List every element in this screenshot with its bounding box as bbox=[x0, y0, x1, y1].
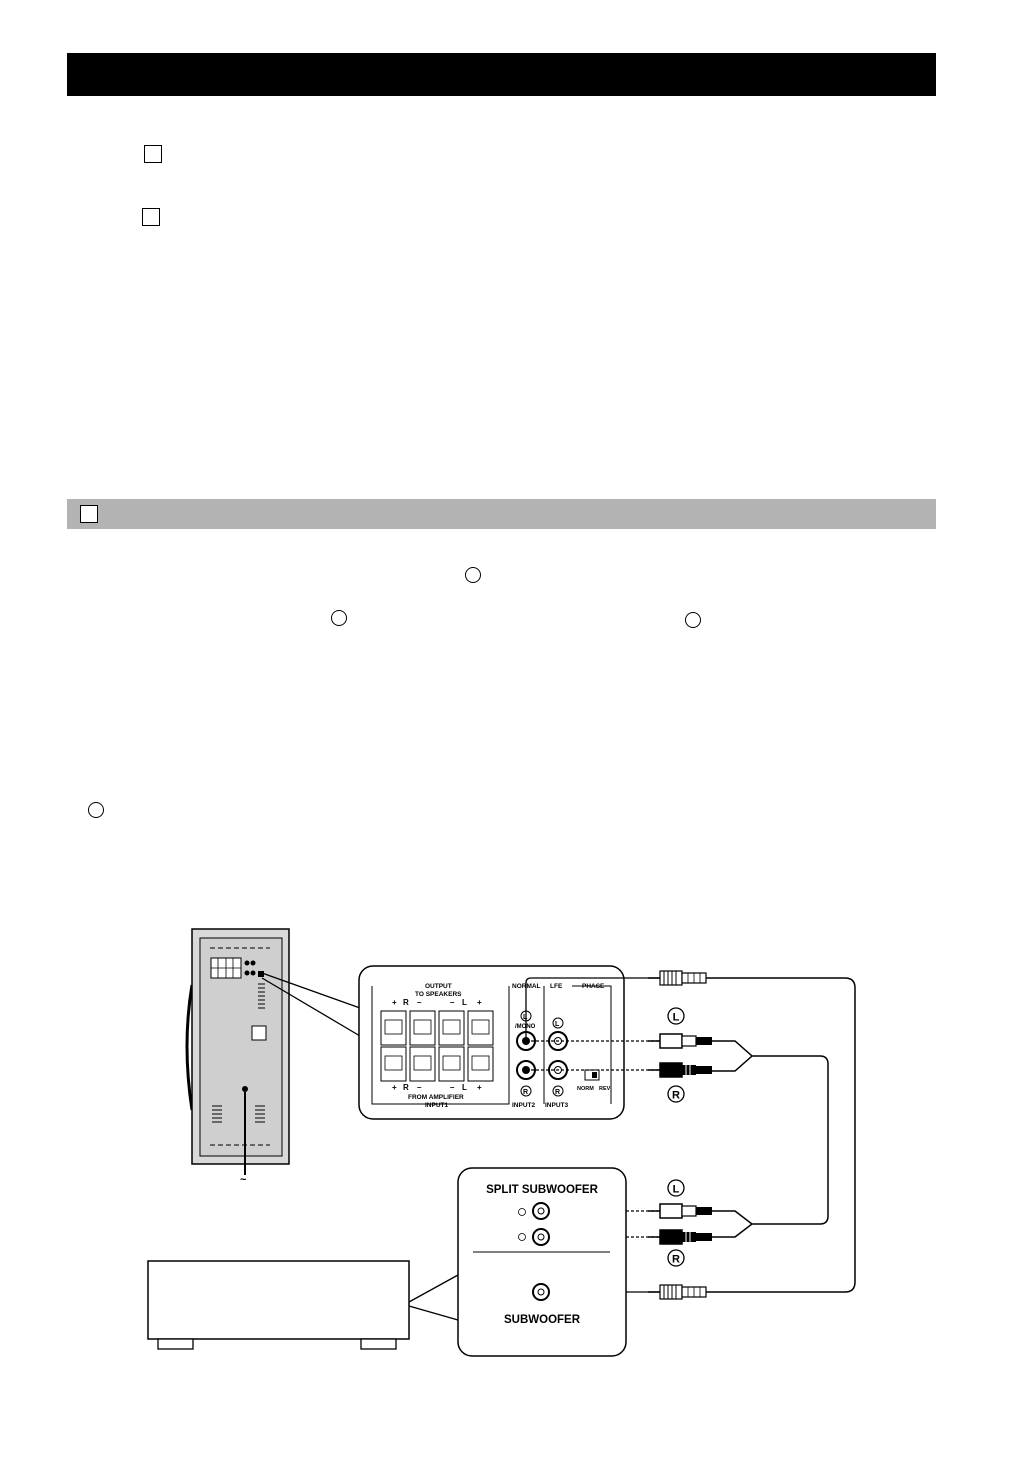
svg-text:+: + bbox=[392, 1083, 397, 1092]
rca-plug-red-top bbox=[648, 1063, 712, 1077]
svg-text:–: – bbox=[450, 1083, 455, 1092]
rca-plug-white-bottom bbox=[648, 1204, 712, 1218]
svg-text:R: R bbox=[403, 998, 409, 1007]
svg-text:+: + bbox=[477, 998, 482, 1007]
input2-label: INPUT2 bbox=[512, 1102, 536, 1109]
svg-text:R: R bbox=[555, 1089, 561, 1096]
rca-plug-mono-top bbox=[648, 971, 706, 985]
normal-label: NORMAL bbox=[512, 983, 541, 990]
phase-label: PHASE bbox=[582, 983, 605, 990]
svg-text:+: + bbox=[477, 1083, 482, 1092]
svg-text:–: – bbox=[417, 1083, 422, 1092]
channel-marker-R-bottom bbox=[668, 1250, 684, 1266]
output-label: OUTPUT bbox=[425, 983, 452, 990]
svg-text:L: L bbox=[672, 1183, 680, 1196]
svg-text:+: + bbox=[392, 998, 397, 1007]
svg-text:L: L bbox=[523, 1014, 528, 1021]
rev-label: REV bbox=[599, 1086, 611, 1092]
subwoofer-rear-view bbox=[187, 929, 289, 1186]
lfe-label: LFE bbox=[550, 983, 563, 990]
svg-text:L: L bbox=[672, 1011, 680, 1024]
amplifier-unit bbox=[148, 1261, 409, 1349]
channel-marker-L-top bbox=[668, 1008, 684, 1024]
svg-text:L: L bbox=[555, 1021, 560, 1028]
split-subwoofer-label: SPLIT SUBWOOFER bbox=[486, 1184, 598, 1196]
svg-text:R: R bbox=[403, 1083, 409, 1092]
svg-text:R: R bbox=[672, 1253, 680, 1266]
amplifier-output-panel bbox=[458, 1168, 626, 1356]
to-speakers-label: TO SPEAKERS bbox=[415, 991, 462, 998]
svg-text:L: L bbox=[462, 998, 467, 1007]
norm-label: NORM bbox=[577, 1086, 594, 1092]
svg-text:–: – bbox=[417, 998, 422, 1007]
svg-text:R: R bbox=[672, 1089, 680, 1102]
subwoofer-label: SUBWOOFER bbox=[503, 1314, 581, 1326]
rca-plug-white-top bbox=[648, 1034, 712, 1048]
mono-label: /MONO bbox=[515, 1024, 536, 1030]
from-amplifier-label: FROM AMPLIFIER bbox=[408, 1094, 464, 1101]
rca-plug-mono-bottom bbox=[648, 1285, 706, 1299]
svg-text:R: R bbox=[523, 1089, 529, 1096]
svg-text:~: ~ bbox=[240, 1174, 247, 1186]
channel-marker-R-top bbox=[668, 1086, 684, 1102]
input1-label: INPUT1 bbox=[425, 1102, 449, 1109]
rca-plug-red-bottom bbox=[648, 1230, 712, 1244]
input-panel-detail bbox=[359, 966, 624, 1119]
channel-marker-L-bottom bbox=[668, 1180, 684, 1196]
svg-text:–: – bbox=[450, 998, 455, 1007]
svg-text:L: L bbox=[462, 1083, 467, 1092]
input3-label: INPUT3 bbox=[545, 1102, 569, 1109]
